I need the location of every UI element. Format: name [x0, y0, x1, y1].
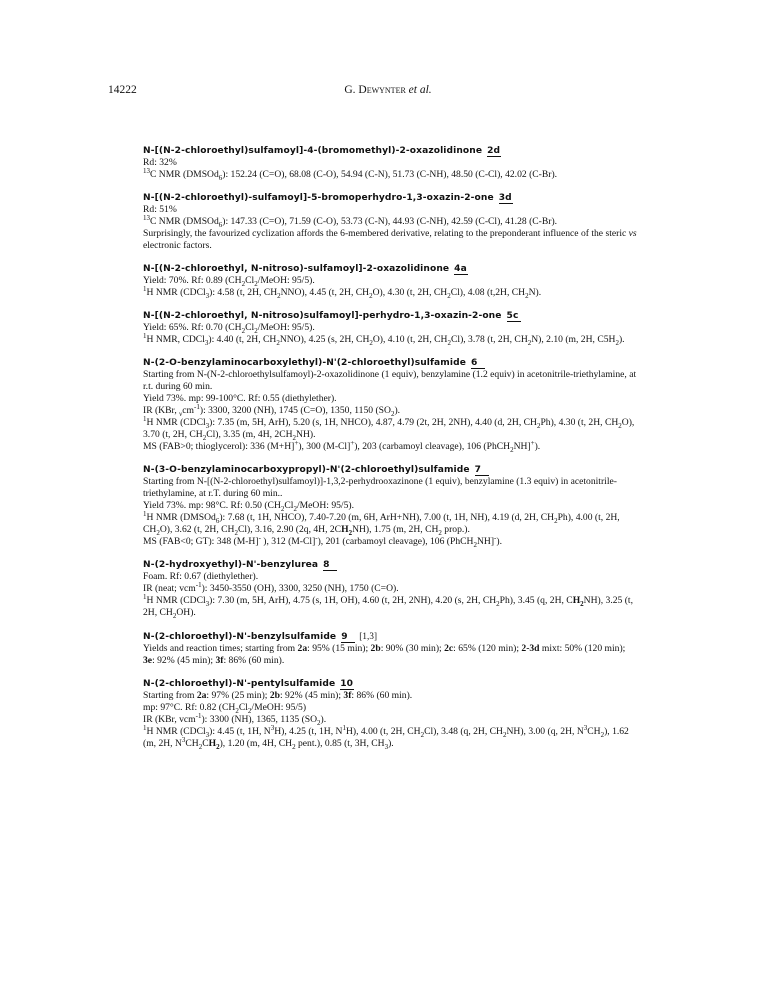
compound-title — [143, 145, 638, 157]
compound-title — [143, 678, 638, 690]
data-line: $^1$H NMR (CDCl$_3$): 4.58 (t, 2H, $CH_2NNO$), 4.45 (t, 2H, $CH_2O$), 4.30 (t, 2H, $CH_2Cl$), 4.08 (t,2H, $CH_2N$). — [143, 284, 542, 300]
data-line: Starting from 2a: 97% (25 min); 2b: 92% (45 min); 3f: 86% (60 min). — [143, 690, 413, 701]
running-head-author: G. Dewynter — [344, 84, 406, 96]
compound-title — [143, 630, 638, 643]
reference-citation: [1,3] — [359, 631, 378, 641]
data-line: Starting from N-(N-2-chloroethylsulfamoyl)-2-oxazolidinone (1 equiv), benzylamine (1.2 equiv) in acetonitrile-triethylamine, at r.t. during 60 min. — [143, 369, 637, 392]
data-line: $^1$H NMR (CDCl$_3$): 4.45 (t, 1H, $N^3H$), 4.25 (t, 1H, $N^1H$), 4.00 (t, 2H, $CH_2Cl$), 3.48 (q, 2H, $CH_2NH$), 3.00 (q, 2H, $N^3CH_2$), 1.62 (m, 2H, $N^3CH_2CH_2$), 1.20 (m, 4H, $CH_2$ pent.), 0.85 (t, 3H, $CH_3$). — [143, 723, 629, 751]
compound-entry — [143, 559, 638, 619]
compound-name: N-[(N-2-chloroethyl, N-nitroso)-sulfamoyl]-2-oxazolidinone — [143, 264, 450, 274]
compound-entry — [143, 192, 638, 252]
data-line: Yield 73%. mp: 99-100°C. Rf: 0.55 (diethylether). — [143, 393, 337, 404]
compound-entry — [143, 357, 638, 453]
data-line: MS (FAB<0; GT): 348 (M-H]- ), 312 (M-Cl]-), 201 (carbamoyl cleavage), 106 (PhCH$_2$NH]-). — [143, 533, 502, 549]
compound-name: N-[(N-2-chloroethyl, N-nitroso)sulfamoyl]-perhydro-1,3-oxazin-2-one — [143, 311, 502, 321]
data-line: IR (KBr, vcm$^{-1}$): 3300 (NH), 1365, 1135 $(SO_2)$. — [143, 711, 327, 727]
compound-entry — [143, 678, 638, 750]
compound-title — [143, 263, 638, 275]
data-line: $^1$H NMR (CDCl$_3$): 7.30 (m, 5H, ArH), 4.75 (s, 1H, OH), 4.60 (t, 2H, 2NH), 4.20 (s, 2H, $CH_2Ph$), 3.45 (q, 2H, $CH_2NH$), 3.25 (t, 2H, $CH_2OH$). — [143, 592, 633, 620]
data-line: Rd: 32% — [143, 157, 177, 168]
data-line: Yields and reaction times; starting from 2a: 95% (15 min); 2b: 90% (30 min); 2c: 65% (120 min); 2-3d mixt: 50% (120 min); 3e: 92% (45 min); 3f: 86% (60 min). — [143, 643, 626, 666]
compound-title — [143, 192, 638, 204]
compound-entry — [143, 464, 638, 548]
data-line: Yield: 65%. Rf: 0.70 ($CH_2Cl_2$/MeOH: 95/5). — [143, 322, 315, 335]
data-line: $^{13}$C NMR (DMSOd$_6$): 147.33 (C=O), 71.59 (C-O), 53.73 (C-N), 44.93 (C-NH), 42.59 (C-Cl), 41.28 (C-Br). — [143, 213, 558, 229]
compound-entry — [143, 630, 638, 667]
compound-name: N-(2-hydroxyethyl)-N'-benzylurea — [143, 560, 319, 570]
compound-number: 4a — [454, 264, 467, 274]
compound-number: 5c — [507, 311, 521, 322]
data-line: IR (KBr, $_\nu cm^{-1}$): 3300, 3200 (NH), 1745 (C=O), 1350, 1150 $(SO_2)$. — [143, 402, 401, 418]
data-line: IR (neat; vcm$^{-1}$): 3450-3550 (OH), 3300, 3250 (NH), 1750 (C=O). — [143, 580, 399, 594]
data-line: Foam. Rf: 0.67 (diethylether). — [143, 571, 259, 582]
compound-entry — [143, 145, 638, 181]
compound-name: N-(2-chloroethyl)-N'-pentylsulfamide — [143, 679, 336, 689]
compound-number: 7 — [475, 465, 489, 476]
data-line: $^1$H NMR (DMSOd$_6$): 7.68 (t, 1H, NHCO), 7.40-7.20 (m, 6H, ArH+NH), 7.00 (t, 1H, NH), 4.19 (d, 2H, $CH_2Ph$), 4.00 (t, 2H, $CH_2O$), 3.62 (t, 2H, $CH_2Cl$), 3.16, 2.90 (2q, 4H, $2CH_2NH$), 1.75 (m, 2H, $CH_2$ prop.). — [143, 509, 620, 537]
compound-name: N-[(N-2-chloroethyl)sulfamoyl]-4-(bromomethyl)-2-oxazolidinone — [143, 146, 483, 156]
data-line: $^1$H NMR, CDCl$_3$): 4.40 (t, 2H, $CH_2NNO$), 4.25 (s, 2H, $CH_2O$), 4.10 (t, 2H, $CH_2Cl$), 3.78 (t, 2H, $CH_2N$), 2.10 (m, 2H, $C5H_2$). — [143, 331, 625, 347]
compound-title — [143, 310, 638, 322]
data-line: Surprisingly, the favourized cyclization affords the 6-membered derivative, relating to the preponderant influence of the steric vs electronic factors. — [143, 228, 637, 251]
compound-entry — [143, 310, 638, 346]
compound-number: 6 — [471, 358, 485, 369]
compound-number: 10 — [340, 679, 354, 689]
data-line: $^{13}$C NMR (DMSOd$_6$): 152.24 (C=O), 68.08 (C-O), 54.94 (C-N), 51.73 (C-NH), 48.50 (C-Cl), 42.02 (C-Br). — [143, 166, 558, 182]
compound-number: 9 — [341, 632, 355, 643]
running-head-et-al: et al. — [408, 84, 432, 96]
running-head — [108, 84, 668, 96]
compound-number: 2d — [487, 146, 501, 156]
compound-title — [143, 357, 638, 369]
experimental-section — [143, 145, 638, 761]
compound-name: N-(2-chloroethyl)-N'-benzylsulfamide — [143, 632, 337, 642]
page-header — [108, 84, 668, 100]
data-line: mp: 97°C. Rf: 0.82 ($CH_2Cl_2$/MeOH: 95/5) — [143, 702, 307, 715]
compound-title — [143, 559, 638, 571]
data-line: MS (FAB>0; thioglycerol): 336 (M+H]+), 300 (M-Cl]+), 203 (carbamoyl cleavage), 106 (PhCH$_2$NH]+). — [143, 438, 541, 454]
data-line: $^1$H NMR (CDCl$_3$): 7.35 (m, 5H, ArH), 5.20 (s, 1H, NHCO), 4.87, 4.79 (2t, 2H, 2NH), 4.40 (d, 2H, $CH_2Ph$), 4.30 (t, 2H, $CH_2O$), 3.70 (t, 2H, $CH_2Cl$), 3.35 (m, 4H, $2CH_2NH$). — [143, 414, 635, 442]
compound-entry — [143, 263, 638, 299]
data-line: Yield 73%. mp: 98°C. Rf: 0.50 ($CH_2Cl_2$/MeOH: 95/5). — [143, 500, 354, 513]
data-line: Rd: 51% — [143, 204, 177, 215]
compound-name: N-(2-O-benzylaminocarboxylethyl)-N'(2-chloroethyl)sulfamide — [143, 358, 466, 368]
page-number: 14222 — [108, 84, 137, 96]
compound-number: 8 — [323, 560, 337, 571]
compound-title — [143, 464, 638, 476]
data-line: Yield: 70%. Rf: 0.89 ($CH_2Cl_2$/MeOH: 95/5). — [143, 275, 315, 288]
data-line: Starting from N-[(N-2-chloroethyl)sulfamoyl)]-1,3,2-perhydrooxazinone (1 equiv), benzylamine (1.3 equiv) in acetonitrile-triethylamine, at r.T. during 60 min.. — [143, 476, 617, 499]
compound-name: N-(3-O-benzylaminocarboxypropyl)-N'(2-chloroethyl)sulfamide — [143, 465, 470, 475]
compound-name: N-[(N-2-chloroethyl)-sulfamoyl]-5-bromoperhydro-1,3-oxazin-2-one — [143, 193, 494, 203]
compound-number: 3d — [498, 193, 512, 203]
